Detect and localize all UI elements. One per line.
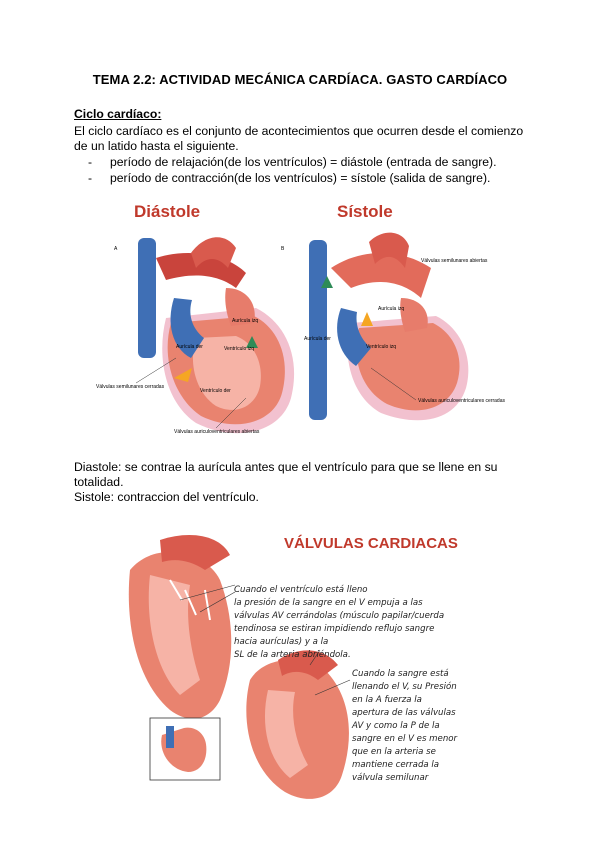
- valves-title: VÁLVULAS CARDIACAS: [284, 535, 458, 552]
- label-ventriculo-der: Ventrículo der: [200, 388, 231, 394]
- heart-section-illustration-top: [129, 535, 231, 719]
- diastole-title: Diástole: [134, 202, 201, 221]
- note-line: que en la arteria se: [352, 747, 436, 757]
- note-ventricle-filling: [352, 668, 522, 785]
- bullet-marker: -: [88, 155, 93, 169]
- note-line: sangre en el V es menor: [352, 734, 458, 744]
- bullet-text: período de relajación(de los ventrículos) = diástole (entrada de sangre).: [110, 155, 497, 169]
- intro-line: El ciclo cardíaco es el conjunto de acontecimientos que ocurren desde el comienzo: [74, 124, 524, 138]
- note-line: la presión de la sangre en el V empuja a las: [234, 598, 423, 608]
- systole-title: Sístole: [337, 202, 393, 221]
- page-title: TEMA 2.2: ACTIVIDAD MECÁNICA CARDÍACA. GASTO CARDÍACO: [92, 72, 508, 87]
- after-figure-paragraph: [74, 460, 544, 505]
- label-auricula-izq-systole: Aurícula izq: [378, 306, 405, 312]
- note-line: válvulas AV cerrándolas (músculo papilar/cuerda: [234, 611, 445, 621]
- intro-paragraph: [74, 124, 544, 154]
- note-line: Cuando el ventrículo está lleno: [234, 585, 368, 595]
- note-line: Cuando la sangre está: [352, 669, 449, 679]
- label-auricula-der-systole: Aurícula der: [304, 336, 331, 342]
- note-ventricle-full: [234, 584, 524, 662]
- label-auricula-der: Aurícula der: [176, 344, 203, 350]
- bullet-text: período de contracción(de los ventrículos) = sístole (salida de sangre).: [110, 171, 491, 185]
- intro-line: de un latido hasta el siguiente.: [74, 139, 239, 153]
- label-av-cerradas: Válvulas auriculoventriculares cerradas: [418, 398, 505, 404]
- note-line: apertura de las válvulas: [352, 708, 456, 718]
- label-ventriculo: Ventrículo izq: [224, 346, 255, 352]
- list-item: [88, 171, 490, 186]
- bullet-marker: -: [88, 171, 93, 185]
- label-av-abiertas: Válvulas auriculoventriculares abiertas: [174, 429, 260, 435]
- note-line: mantiene cerrada la: [352, 760, 440, 770]
- label-auricula-izq: Aurícula izq: [232, 318, 259, 324]
- small-heart-inset: [150, 718, 220, 780]
- list-item: [88, 155, 497, 170]
- systole-letter: B: [281, 246, 285, 252]
- note-line: llenando el V, su Presión: [352, 682, 457, 692]
- note-line: AV y como la P de la: [352, 721, 440, 731]
- label-semilunares-cerradas: Válvulas semilunares cerradas: [96, 384, 165, 390]
- text-line: totalidad.: [74, 475, 124, 489]
- label-ventriculo-systole: Ventrículo izq: [366, 344, 397, 350]
- diastole-heart-illustration: [138, 237, 294, 433]
- cardiac-cycle-figure: [96, 228, 516, 448]
- note-line: en la A fuerza la: [352, 695, 422, 705]
- label-semilunares-abiertas: Válvulas semilunares abiertas: [421, 258, 488, 264]
- text-line: Sistole: contraccion del ventrículo.: [74, 490, 259, 504]
- heart-section-illustration-bottom: [246, 650, 349, 799]
- section-heading: Ciclo cardíaco:: [74, 107, 162, 121]
- text-line: Diastole: se contrae la aurícula antes que el ventrículo para que se llene en su: [74, 460, 498, 474]
- note-line: hacia aurículas) y a la: [234, 637, 329, 647]
- note-line: SL de la arteria abriéndola.: [234, 650, 351, 660]
- diastole-letter: A: [114, 246, 118, 252]
- note-line: válvula semilunar: [352, 773, 429, 783]
- note-line: tendinosa se estiran impidiendo reflujo sangre: [234, 624, 435, 634]
